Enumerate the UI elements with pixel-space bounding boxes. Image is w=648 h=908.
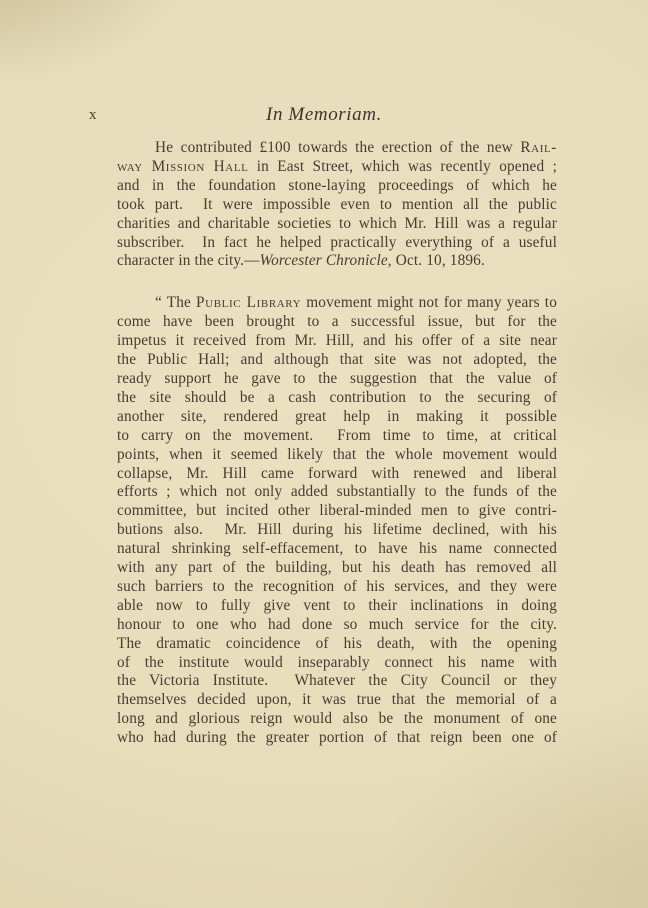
text-run: long and glorious reign would also be the monument of one [117,710,557,728]
text-run: such barriers to the recognition of his services, and they were [117,577,557,595]
small-caps-text-run: Public Library [196,294,302,312]
text-line [117,389,557,408]
text-run: the site should be a cash contribution to the securing of [117,388,557,406]
text-line [117,691,557,710]
text-line [117,521,557,540]
text-run: to carry on the movement. From time to time, at critical [117,426,557,444]
text-run: with any part of the building, but his death has removed all [117,559,557,577]
text-line [117,559,557,578]
text-run: committee, but incited other liberal-minded men to give contri- [117,502,557,520]
text-line [117,616,557,635]
text-run: natural shrinking self-effacement, to have his name connected [117,540,557,558]
text-run: and in the foundation stone-laying proceedings of which he [117,176,557,194]
text-run: the Public Hall; and although that site was not adopted, the [117,351,557,369]
text-line [117,252,557,271]
text-line [117,635,557,654]
text-run: honour to one who had done so much service for the city. [117,615,557,633]
small-caps-text-run: way Mission Hall [117,157,249,175]
text-line [117,540,557,559]
text-run: He contributed £100 towards the erection of the new [155,139,521,156]
text-line [117,578,557,597]
text-run: another site, rendered great help in making it possible [117,407,557,425]
text-run: butions also. Mr. Hill during his lifetime declined, with his [117,521,557,539]
text-line [117,332,557,351]
italic-text-run: Worcester Chronicle [259,252,388,270]
text-run: subscriber. In fact he helped practically everything of a useful [117,233,557,251]
text-run: took part. It were impossible even to mention all the public [117,195,557,213]
text-line [117,177,557,196]
text-run: The dramatic coincidence of his death, with the opening [117,634,557,652]
text-line [117,597,557,616]
text-run: efforts ; which not only added substantially to the funds of the [117,483,557,501]
text-run: ready support he gave to the suggestion that the value of [117,369,557,387]
text-run: in East Street, which was recently opened ; [248,157,557,175]
text-run: , Oct. 10, 1896. [387,252,485,270]
text-line [117,729,557,748]
text-line [117,294,557,313]
text-line [117,427,557,446]
text-line [117,502,557,521]
text-run: “ The [155,294,197,312]
text-line [117,158,557,177]
text-line [117,408,557,427]
text-run: charities and charitable societies to which Mr. Hill was a regular [117,214,557,232]
small-caps-text-run: Rail- [520,139,557,156]
text-line [117,351,557,370]
text-line [117,672,557,691]
text-line [117,234,557,253]
text-run: able now to fully give vent to their inclinations in doing [117,596,557,614]
text-run: movement might not for many years to [301,294,558,312]
paragraph [117,294,557,748]
text-run: who had during the greater portion of that reign been one of [117,729,557,747]
text-line [117,139,557,158]
text-run: come have been brought to a successful issue, but for the [117,313,557,331]
text-line [117,215,557,234]
text-line [117,465,557,484]
text-run: impetus it received from Mr. Hill, and his offer of a site near [117,332,557,350]
text-line [117,654,557,673]
text-line [117,483,557,502]
text-line [117,196,557,215]
text-line [117,710,557,729]
text-run: collapse, Mr. Hill came forward with renewed and liberal [117,464,557,482]
paragraph [117,139,557,271]
text-run: character in the city.— [117,252,260,270]
page-number: x [89,107,97,123]
text-run: the Victoria Institute. Whatever the City Council or they [117,672,557,690]
text-line [117,370,557,389]
running-header: In Memoriam. [266,104,382,125]
text-run: points, when it seemed likely that the whole movement would [117,445,557,463]
text-run: of the institute would inseparably connect his name with [117,653,557,671]
text-line [117,446,557,465]
text-line [117,313,557,332]
page-header [0,104,648,128]
page-text-block [117,139,557,748]
text-run: themselves decided upon, it was true that the memorial of a [117,691,557,709]
